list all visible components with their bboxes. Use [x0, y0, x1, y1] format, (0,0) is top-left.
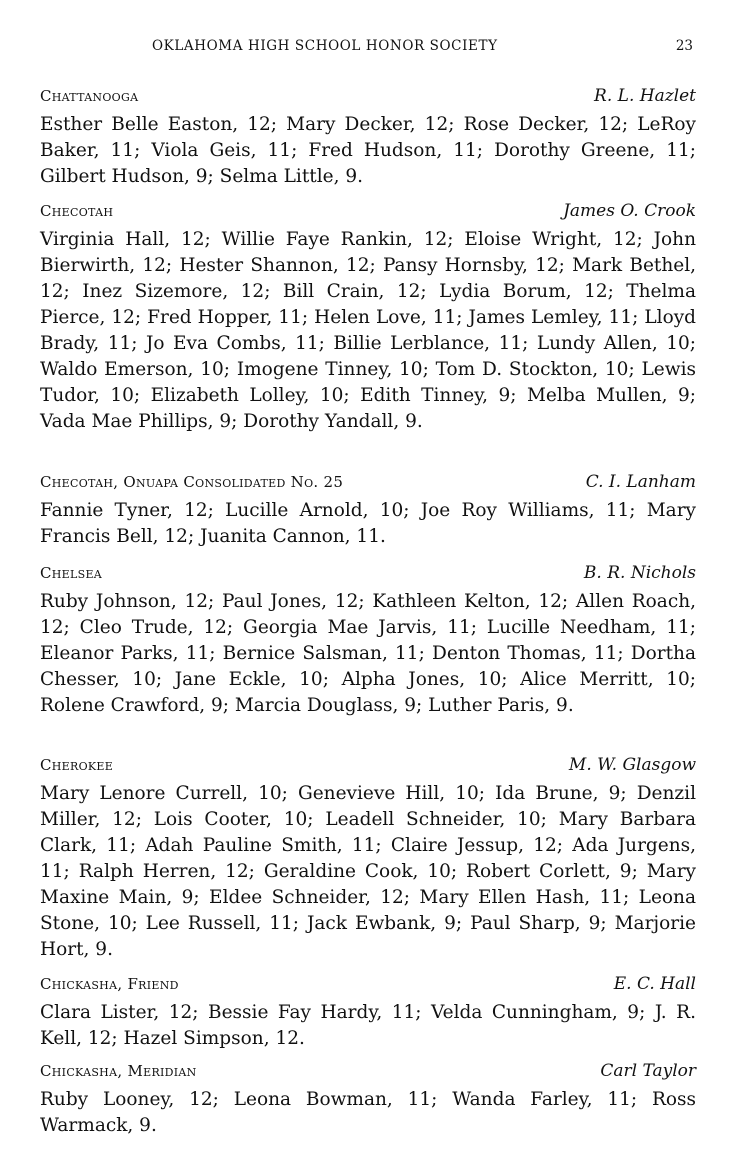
- school-entry: [40, 1061, 696, 1139]
- member-list: Mary Lenore Currell, 10; Genevieve Hill, 10; Ida Brune, 9; Denzil Miller, 12; Lois Cooter, 10; Leadell Schneider, 10; Mary Barbara Clark, 11; Adah Pauline Smith, 11; Claire Jessup, 12; Ada Jurgens, 11; Ralph Herren, 12; Geraldine Cook, 10; Robert Corlett, 9; Mary Maxine Main, 9; Eldee Schneider, 12; Mary Ellen Hash, 11; Leona Stone, 10; Lee Russell, 11; Jack Ewbank, 9; Paul Sharp, 9; Marjorie Hort, 9.: [40, 783, 696, 960]
- member-list: Fannie Tyner, 12; Lucille Arnold, 10; Joe Roy Williams, 11; Mary Francis Bell, 12; Juanita Cannon, 11.: [40, 500, 696, 547]
- sponsor-name: R. L. Hazlet: [594, 86, 696, 106]
- school-name: Chattanooga: [40, 87, 139, 105]
- member-list: Clara Lister, 12; Bessie Fay Hardy, 11; Velda Cunningham, 9; J. R. Kell, 12; Hazel Simpson, 12.: [40, 1002, 696, 1049]
- school-entry: [40, 201, 696, 435]
- sponsor-name: Carl Taylor: [600, 1061, 696, 1081]
- school-entry: [40, 86, 696, 190]
- school-entry: [40, 974, 696, 1052]
- member-list: Esther Belle Easton, 12; Mary Decker, 12; Rose Decker, 12; LeRoy Baker, 11; Viola Geis, 11; Fred Hudson, 11; Dorothy Greene, 11; Gilbert Hudson, 9; Selma Little, 9.: [40, 114, 696, 187]
- sponsor-name: M. W. Glasgow: [568, 755, 696, 775]
- school-entry: [40, 755, 696, 963]
- school-entry: [40, 563, 696, 719]
- running-head: OKLAHOMA HIGH SCHOOL HONOR SOCIETY: [152, 38, 498, 54]
- member-list: Virginia Hall, 12; Willie Faye Rankin, 12; Eloise Wright, 12; John Bierwirth, 12; Hester Shannon, 12; Pansy Hornsby, 12; Mark Bethel, 12; Inez Sizemore, 12; Bill Crain, 12; Lydia Borum, 12; Thelma Pierce, 12; Fred Hopper, 11; Helen Love, 11; James Lemley, 11; Lloyd Brady, 11; Jo Eva Combs, 11; Billie Lerblance, 11; Lundy Allen, 10; Waldo Emerson, 10; Imogene Tinney, 10; Tom D. Stockton, 10; Lewis Tudor, 10; Elizabeth Lolley, 10; Edith Tinney, 9; Melba Mullen, 9; Vada Mae Phillips, 9; Dorothy Yandall, 9.: [40, 229, 696, 432]
- school-name: Checotah, Onuapa Consolidated No. 25: [40, 473, 344, 491]
- school-name: Cherokee: [40, 756, 114, 774]
- sponsor-name: James O. Crook: [563, 201, 696, 221]
- school-name: Checotah: [40, 202, 114, 220]
- page-number: 23: [675, 38, 693, 54]
- member-list: Ruby Johnson, 12; Paul Jones, 12; Kathleen Kelton, 12; Allen Roach, 12; Cleo Trude, 12; Georgia Mae Jarvis, 11; Lucille Needham, 11; Eleanor Parks, 11; Bernice Salsman, 11; Denton Thomas, 11; Dortha Chesser, 10; Jane Eckle, 10; Alpha Jones, 10; Alice Merritt, 10; Rolene Crawford, 9; Marcia Douglass, 9; Luther Paris, 9.: [40, 591, 696, 716]
- school-entry: [40, 472, 696, 550]
- sponsor-name: C. I. Lanham: [585, 472, 696, 492]
- member-list: Ruby Looney, 12; Leona Bowman, 11; Wanda Farley, 11; Ross Warmack, 9.: [40, 1089, 696, 1136]
- sponsor-name: E. C. Hall: [613, 974, 696, 994]
- sponsor-name: B. R. Nichols: [583, 563, 696, 583]
- school-name: Chickasha, Friend: [40, 975, 179, 993]
- school-name: Chelsea: [40, 564, 103, 582]
- school-name: Chickasha, Meridian: [40, 1062, 197, 1080]
